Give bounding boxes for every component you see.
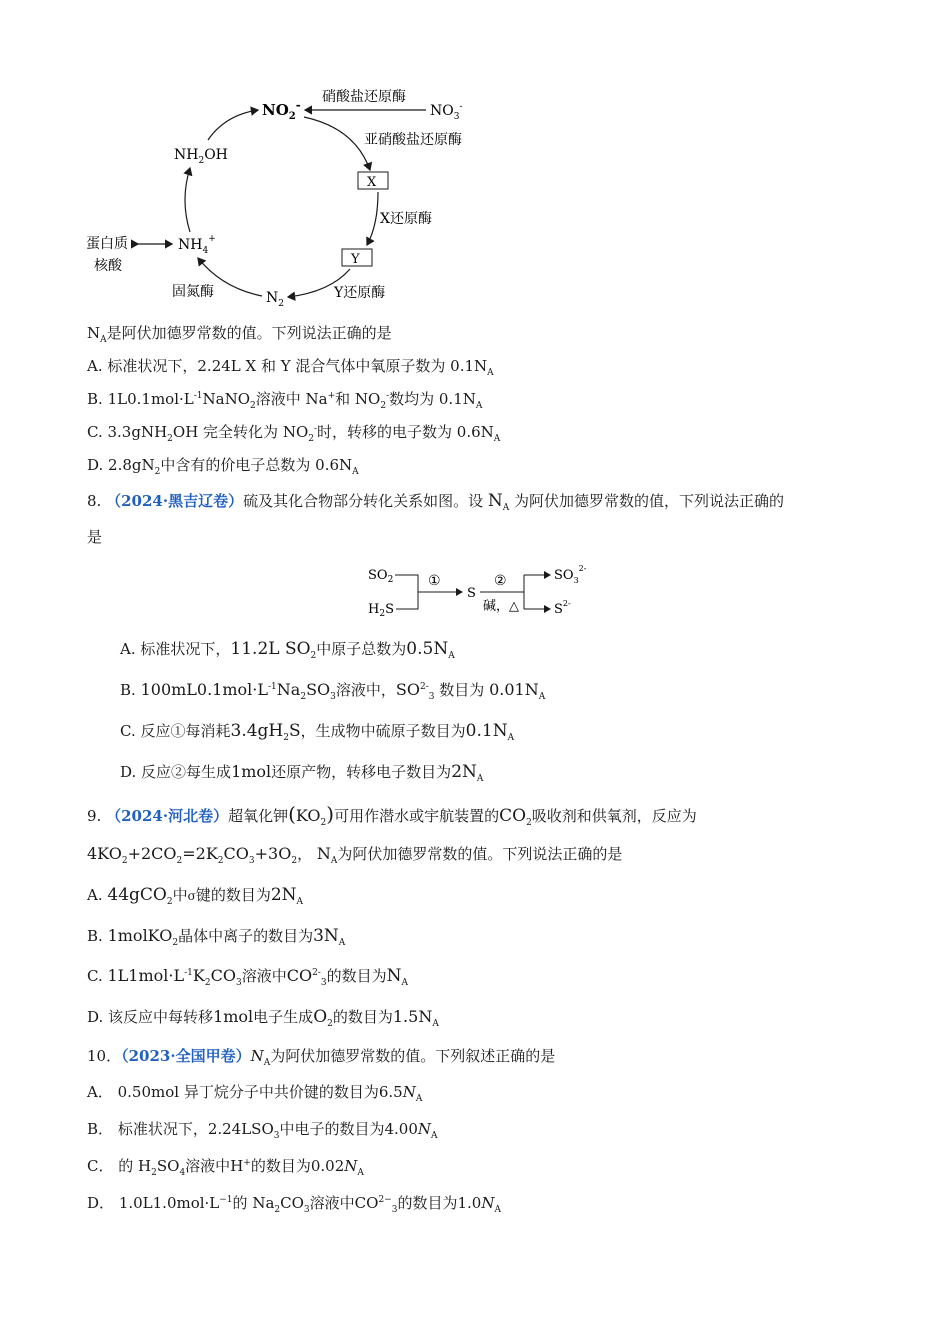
x-box-label: X <box>367 175 377 190</box>
q7-option-c: C. 3.3gNH$_2$OH 完全转化为 $NO_2^-$时，转移的电子数为 $0.6N_A$ <box>87 423 501 444</box>
h2s-label: $H_2S$ <box>368 602 394 619</box>
n2-label: $N_2$ <box>266 290 284 309</box>
q9-option-c: C. $1L1mol\cdot L^{-1}K_2CO_3$溶液中$CO^{2-}_3$的数目为$N_A$ <box>87 966 408 988</box>
no3-label: $NO_3^-$ <box>430 102 463 122</box>
so2-label: $SO_2$ <box>368 568 394 585</box>
s-label: S <box>467 586 476 601</box>
q8-option-b: B. $100mL0.1mol\cdot L^{-1}Na_2SO_3$溶液中，$SO^{2-}_3$ 数目为 $0.01N_A$ <box>120 680 546 702</box>
merge-bracket <box>395 575 418 609</box>
q8-option-a: A. 标准状况下，11.2L $SO_2$中原子总数为$0.5N_A$ <box>120 639 455 661</box>
nitrogenase-label: 固氮酶 <box>172 284 214 300</box>
s2-label: $S^{2-}$ <box>554 599 571 617</box>
q9-option-a: A. 44gCO$_2$中σ键的数目为$2N_A$ <box>87 885 304 907</box>
nitrite-arrow <box>304 117 370 170</box>
x-arrow <box>367 192 378 245</box>
q10-option-c: C． 的 $H_2SO_4$溶液中H+的数目为$0.02N_A$ <box>87 1157 364 1178</box>
nitrate-enzyme-label: 硝酸盐还原酶 <box>322 89 406 105</box>
cond-label: 碱，△ <box>483 599 519 614</box>
q7-option-d: D. $2.8gN_2$中含有的价电子总数为 $0.6N_A$ <box>87 456 359 477</box>
nitrite-enzyme-label: 亚硝酸盐还原酶 <box>364 132 462 148</box>
q10-stem: 10．（2023·全国甲卷）$N_A$为阿伏加德罗常数的值。下列叙述正确的是 <box>87 1047 556 1068</box>
nucleic-acid-label: 核酸 <box>94 258 122 274</box>
q9-option-d: D. 该反应中每转移1mol电子生成$O_2$的数目为$1.5N_A$ <box>87 1007 439 1029</box>
q7-option-a: A. 标准状况下，2.24L X 和 Y 混合气体中氧原子数为 $0.1N_A$ <box>87 357 494 378</box>
q10-option-a: A． 0.50mol 异丁烷分子中共价键的数目为$6.5N_A$ <box>87 1083 423 1104</box>
q8-option-c: C. 反应①每消耗$3.4gH_2S$，生成物中硫原子数目为$0.1N_A$ <box>120 721 515 743</box>
q9-equation: $4KO_2+2CO_2=2K_2CO_3+3O_2$， $N_A$为阿伏加德罗常数的值。下列说法正确的是 <box>87 844 623 867</box>
nh4-to-nh2oh-arrow <box>185 168 190 232</box>
nitrogen-cycle-diagram <box>0 0 950 320</box>
q8-option-d: D. 反应②每生成1mol还原产物，转移电子数目为$2N_A$ <box>120 762 484 784</box>
y-enzyme-label: Y还原酶 <box>334 285 386 301</box>
x-enzyme-label: X还原酶 <box>380 211 432 227</box>
q10-option-b: B． 标准状况下，$2.24LSO_3$中电子的数目为$4.00N_A$ <box>87 1120 438 1141</box>
y-box-label: Y <box>351 252 360 267</box>
q7-stem: $N_A$是阿伏加德罗常数的值。下列说法正确的是 <box>87 324 392 345</box>
step1-label: ① <box>428 573 441 589</box>
q8-stem: 8. （2024·黑吉辽卷）硫及其化合物部分转化关系如图。设 $N_A$ 为阿伏加德罗常数的值，下列说法正确的 <box>87 491 785 513</box>
nh2oh-label: $NH_2OH$ <box>174 147 228 166</box>
nh4-label: $NH_4^+$ <box>178 234 216 256</box>
so3-label: $SO_3^{2-}$ <box>554 564 587 585</box>
q7-option-b: B. $1L0.1mol\cdot L^{-1}NaNO_2$溶液中 Na+和 $NO_2^-$数均为 $0.1N_A$ <box>87 390 483 411</box>
step2-label: ② <box>494 573 507 589</box>
nh2oh-to-no2-arrow <box>208 110 258 140</box>
protein-label: 蛋白质 <box>86 236 128 252</box>
no2-label: $NO_2^-$ <box>262 98 301 122</box>
q9-option-b: B. 1molKO$_2$晶体中离子的数目为$3N_A$ <box>87 926 346 948</box>
q8-stem-cont: 是 <box>87 528 103 546</box>
q10-option-d: D． $1.0L1.0mol\cdot L^{-1}$的 $Na_2CO_3$溶液中$CO^{2-}_3$的数目为$1.0N_A$ <box>87 1194 501 1215</box>
q9-stem: 9. （2024·河北卷）超氧化钾$(KO_2)$可用作潜水或宇航装置的$CO_2$吸收剂和供氧剂，反应为 <box>87 802 697 828</box>
sulfur-diagram <box>0 555 950 635</box>
